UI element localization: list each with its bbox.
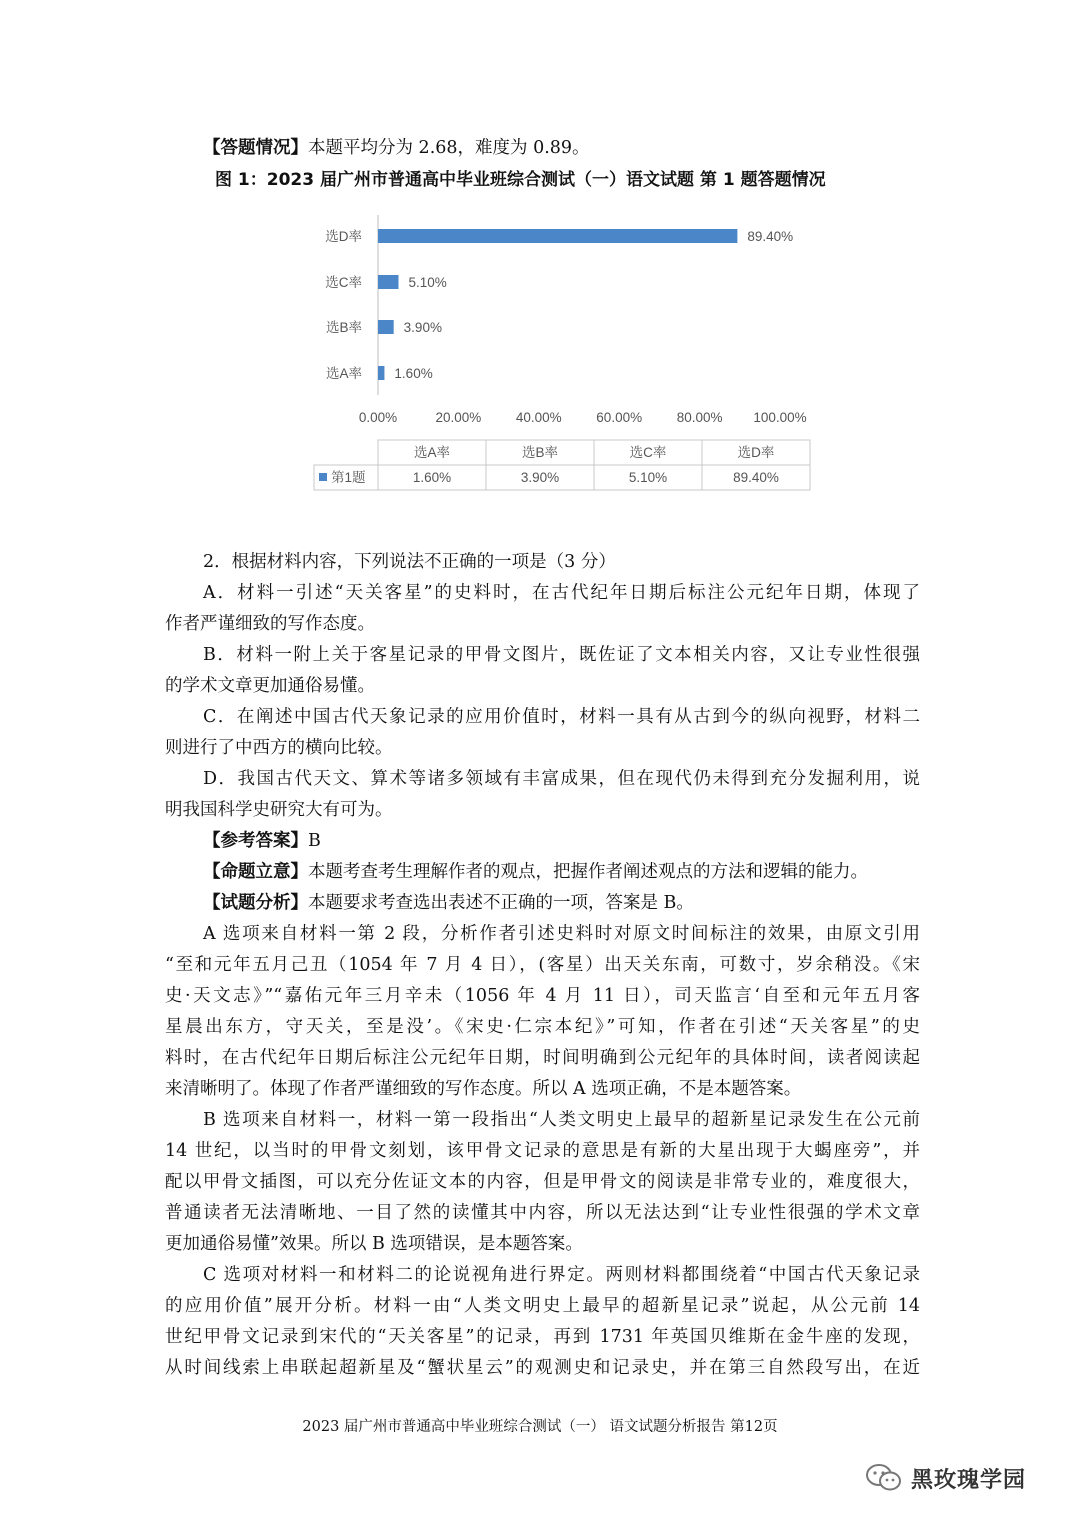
analysis-paragraph-line: 从时间线索上串联起超新星及“蟹状星云”的观测史和记录史，并在第三自然段写出，在近 bbox=[165, 1358, 920, 1378]
analysis-paragraph-line: 普通读者无法清晰地、一目了然的读懂其中内容，所以无法达到“让专业性很强的学术文章 bbox=[165, 1203, 920, 1223]
x-tick-label: 80.00% bbox=[676, 410, 723, 425]
bar bbox=[378, 320, 394, 334]
option-a-line2: 作者严谨细致的写作态度。 bbox=[165, 614, 375, 634]
analysis-line bbox=[203, 888, 920, 919]
page-footer: 2023 届广州市普通高中毕业班综合测试（一） 语文试题分析报告 第12页 bbox=[302, 1419, 778, 1435]
bar-chart bbox=[300, 210, 840, 510]
option-c-line2: 则进行了中西方的横向比较。 bbox=[165, 738, 393, 758]
analysis-tag: 【试题分析】 bbox=[203, 893, 308, 913]
wechat-icon bbox=[865, 1462, 903, 1494]
analysis-text: 本题要求考查选出表述不正确的一项，答案是 B。 bbox=[308, 893, 694, 913]
analysis-paragraph-line: 星晨出东方，守天关，至是没’。《宋史·仁宗本纪》”可知，作者在引述“天关客星”的史 bbox=[165, 1017, 920, 1037]
data-table-header: 选A率 bbox=[413, 445, 451, 460]
watermark-text: 黑玫瑰学园 bbox=[911, 1467, 1027, 1493]
x-tick-label: 20.00% bbox=[435, 410, 482, 425]
data-table-value: 5.10% bbox=[628, 470, 668, 485]
analysis-paragraph-line: 来清晰明了。体现了作者严谨细致的写作态度。所以 A 选项正确，不是本题答案。 bbox=[165, 1079, 802, 1099]
analysis-paragraph-line: 的应用价值”展开分析。材料一由“人类文明史上最早的超新星记录”说起，从公元前 14 bbox=[165, 1296, 920, 1316]
legend-label: 第1题 bbox=[331, 470, 366, 485]
bar bbox=[378, 275, 399, 289]
reference-answer-text: B bbox=[308, 831, 321, 851]
answer-status-line bbox=[203, 133, 920, 164]
data-label: 1.60% bbox=[394, 366, 433, 381]
x-tick-label: 100.00% bbox=[753, 410, 807, 425]
data-table-header: 选D率 bbox=[737, 445, 775, 460]
x-tick-label: 60.00% bbox=[596, 410, 643, 425]
data-table-header: 选B率 bbox=[521, 445, 559, 460]
intent-text: 本题考查考生理解作者的观点，把握作者阐述观点的方法和逻辑的能力。 bbox=[308, 862, 868, 882]
option-b-line2: 的学术文章更加通俗易懂。 bbox=[165, 676, 375, 696]
intent-tag: 【命题立意】 bbox=[203, 862, 308, 882]
category-label: 选C率 bbox=[325, 275, 362, 290]
analysis-paragraph-line: “至和元年五月己丑（1054 年 7 月 4 日），(客星）出天关东南，可数寸，岁余稍没。《宋 bbox=[165, 955, 920, 975]
data-table-value: 3.90% bbox=[520, 470, 560, 485]
data-label: 3.90% bbox=[403, 320, 442, 335]
bar bbox=[378, 229, 737, 243]
category-label: 选A率 bbox=[325, 366, 362, 381]
analysis-paragraph-line: C 选项对材料一和材料二的论说视角进行界定。两则材料都围绕着“中国古代天象记录 bbox=[203, 1265, 920, 1285]
analysis-paragraph-line: A 选项来自材料一第 2 段，分析作者引述史料时对原文时间标注的效果，由原文引用 bbox=[203, 924, 920, 944]
reference-answer-tag: 【参考答案】 bbox=[203, 831, 308, 851]
figure-title: 图 1：2023 届广州市普通高中毕业班综合测试（一）语文试题 第 1 题答题情况 bbox=[215, 170, 826, 190]
option-b-line1: B．材料一附上关于客星记录的甲骨文图片，既佐证了文本相关内容，又让专业性很强 bbox=[203, 645, 920, 665]
answer-status-tag: 【答题情况】 bbox=[203, 138, 308, 158]
category-label: 选B率 bbox=[325, 320, 362, 335]
analysis-paragraph-line: 14 世纪，以当时的甲骨文刻划，该甲骨文记录的意思是有新的大星出现于大蝎座旁”，并 bbox=[165, 1141, 920, 1161]
data-table-value: 1.60% bbox=[412, 470, 452, 485]
option-d-line1: D．我国古代天文、算术等诸多领域有丰富成果，但在现代仍未得到充分发掘利用，说 bbox=[203, 769, 920, 789]
analysis-paragraph-line: 史·天文志》”“嘉佑元年三月辛未（1056 年 4 月 11 日），司天监言‘自至和元年五月客 bbox=[165, 986, 920, 1006]
option-d-line2: 明我国科学史研究大有可为。 bbox=[165, 800, 393, 820]
option-c-line1: C．在阐述中国古代天象记录的应用价值时，材料一具有从古到今的纵向视野，材料二 bbox=[203, 707, 920, 727]
data-table-header: 选C率 bbox=[629, 445, 667, 460]
data-label: 5.10% bbox=[408, 275, 447, 290]
intent-line bbox=[203, 857, 920, 888]
category-label: 选D率 bbox=[325, 229, 362, 244]
answer-status-text: 本题平均分为 2.68，难度为 0.89。 bbox=[308, 138, 590, 158]
analysis-paragraph-line: B 选项来自材料一，材料一第一段指出“人类文明史上最早的超新星记录发生在公元前 bbox=[203, 1110, 920, 1130]
x-tick-label: 40.00% bbox=[515, 410, 562, 425]
data-label: 89.40% bbox=[747, 229, 794, 244]
analysis-paragraph-line: 世纪甲骨文记录到宋代的“天关客星”的记录，再到 1731 年英国贝维斯在金牛座的发现， bbox=[165, 1327, 920, 1347]
x-tick-label: 0.00% bbox=[358, 410, 398, 425]
analysis-paragraph-line: 更加通俗易懂”效果。所以 B 选项错误，是本题答案。 bbox=[165, 1234, 583, 1254]
question-stem: 2．根据材料内容，下列说法不正确的一项是（3 分） bbox=[203, 552, 616, 572]
legend-swatch bbox=[319, 473, 327, 481]
bar bbox=[378, 366, 384, 380]
option-a-line1: A．材料一引述“天关客星”的史料时，在古代纪年日期后标注公元纪年日期，体现了 bbox=[203, 583, 920, 603]
reference-answer-line bbox=[203, 826, 920, 857]
analysis-paragraph-line: 料时，在古代纪年日期后标注公元纪年日期，时间明确到公元纪年的具体时间，读者阅读起 bbox=[165, 1048, 920, 1068]
data-table-value: 89.40% bbox=[733, 470, 779, 485]
watermark bbox=[865, 1462, 1026, 1494]
analysis-paragraph-line: 配以甲骨文插图，可以充分佐证文本的内容，但是甲骨文的阅读是非常专业的，难度很大， bbox=[165, 1172, 920, 1192]
